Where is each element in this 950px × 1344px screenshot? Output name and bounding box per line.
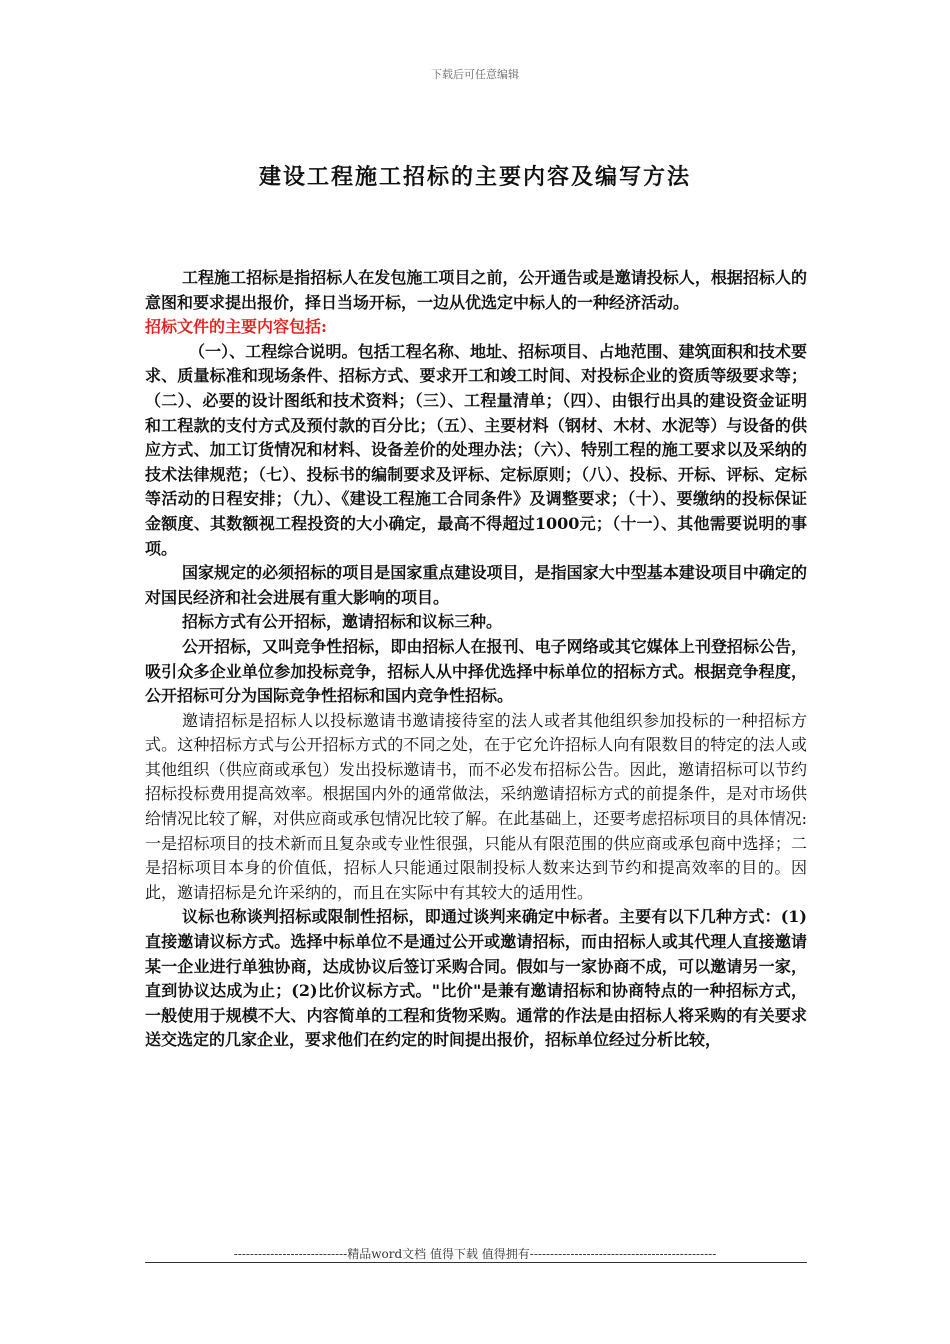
page-header-note: 下载后可任意编辑 bbox=[431, 68, 519, 81]
methods-paragraph: 招标方式有公开招标，邀请招标和议标三种。 bbox=[182, 612, 503, 632]
national-paragraph: 国家规定的必须招标的项目是国家重点建设项目，是指国家大中型基本建设项目中确定的对国民经济和社会进展有重大影响的项目。 bbox=[145, 563, 807, 607]
footer-divider bbox=[145, 1262, 807, 1263]
section-heading: 招标文件的主要内容包括: bbox=[145, 317, 327, 337]
intro-paragraph: 工程施工招标是指招标人在发包施工项目之前，公开通告或是邀请投标人，根据招标人的意图和要求提出报价，择日当场开标，一边从优选定中标人的一种经济活动。 bbox=[145, 268, 807, 312]
document-title: 建设工程施工招标的主要内容及编写方法 bbox=[258, 164, 691, 190]
invite-tender-paragraph: 邀请招标是招标人以投标邀请书邀请接待室的法人或者其他组织参加投标的一种招标方式。这种招标方式与公开招标方式的不同之处，在于它允许招标人向有限数目的特定的法人或其他组织（供应商或承包）发出投标邀请书，而不必发布招标公告。因此，邀请招标可以节约招标投标费用提高效率。根据国内外的通常做法，采纳邀请招标方式的前提条件，是对市场供给情况比较了解，对供应商或承包情况比较了解。在此基础上，还要考虑招标项目的具体情况:一是招标项目的技术新而且复杂或专业性很强，只能从有限范围的供应商或承包商中选择；二是招标项目本身的价值低，招标人只能通过限制投标人数来达到节约和提高效率的目的。因此，邀请招标是允许采纳的，而且在实际中有其较大的适用性。 bbox=[145, 710, 807, 902]
open-tender-paragraph: 公开招标，又叫竞争性招标，即由招标人在报刊、电子网络或其它媒体上刊登招标公告，吸引众多企业单位参加投标竞争，招标人从中择优选择中标单位的招标方式。根据竞争程度，公开招标可分为国际竞争性招标和国内竞争性招标。 bbox=[145, 636, 807, 706]
page-footer-note: ----------------------------精品word文档 值得下载 值得拥有---------------------------------------------- bbox=[233, 1247, 717, 1261]
document-body bbox=[145, 266, 807, 1053]
contents-paragraph: （一）、工程综合说明。包括工程名称、地址、招标项目、占地范围、建筑面积和技术要求、质量标准和现场条件、招标方式、要求开工和竣工时间、对投标企业的资质等级要求等；（二）、必要的设计图纸和技术资料；（三）、工程量清单；（四）、由银行出具的建设资金证明和工程款的支付方式及预付款的百分比；（五）、主要材料（钢材、木材、水泥等）与设备的供应方式、加工订货情况和材料、设备差价的处理办法；（六）、特别工程的施工要求以及采纳的技术法律规范；（七）、投标书的编制要求及评标、定标原则；（八）、投标、开标、评标、定标等活动的日程安排；（九）、《建设工程施工合同条件》及调整要求；（十）、要缴纳的投标保证金额度、其数额视工程投资的大小确定，最高不得超过1000元；（十一）、其他需要说明的事项。 bbox=[145, 341, 807, 558]
negotiate-tender-paragraph: 议标也称谈判招标或限制性招标，即通过谈判来确定中标者。主要有以下几种方式：(1)直接邀请议标方式。选择中标单位不是通过公开或邀请招标，而由招标人或其代理人直接邀请某一企业进行单独协商，达成协议后签订采购合同。假如与一家协商不成，可以邀请另一家，直到协议达成为止；(2)比价议标方式。"比价"是兼有邀请招标和协商特点的一种招标方式，一般使用于规模不大、内容简单的工程和货物采购。通常的作法是由招标人将采购的有关要求送交选定的几家企业，要求他们在约定的时间提出报价，招标单位经过分析比较， bbox=[145, 907, 807, 1050]
